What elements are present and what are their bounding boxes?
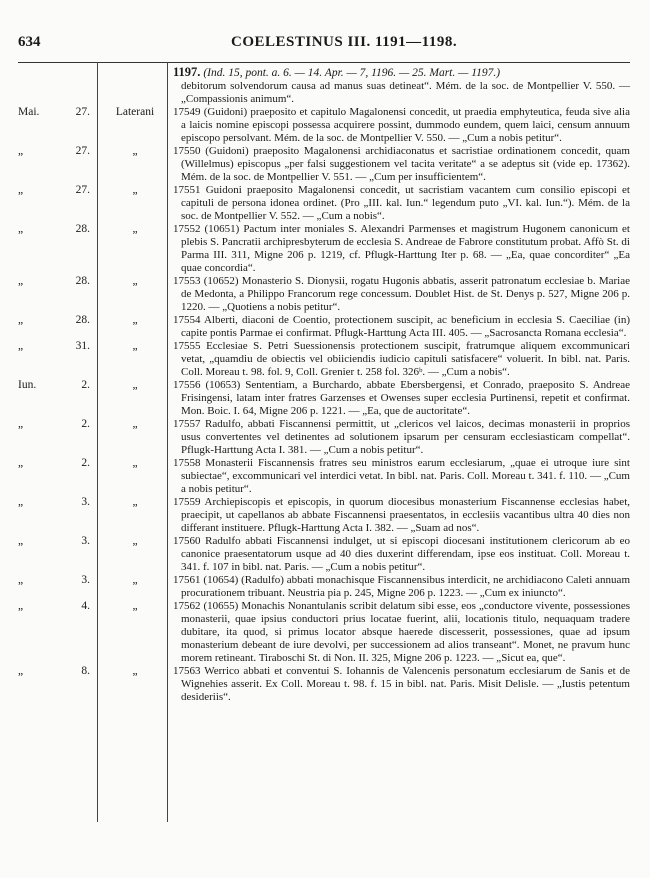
regest-entry: 17552 (10651) Pactum inter moniales S. Alexandri Parmenses et magistrum Hugonem canonicum et plebis S. Pancratii archipresbyterum de ecclesia S. Andreae de Fabrore constitutum probat. Affò St. di Parma III. 311, Migne 206 p. 1219, cf. Pflugk-Harttung Iter p. 68. — „Ea, quae concorditer“ „Ea quae concordia“. [173, 223, 630, 274]
date-month: „ [18, 418, 24, 430]
issue-place: „ [132, 223, 138, 235]
regest-entry: 17550 (Guidoni) praeposito Magalonensi archidiaconatus et sacristiae ordinationem concedit, quam (Willelmus) episcopus „per falsi suggestionem vel tacita veritate“ a se adeptus sit (vide ep. 17362). Mém. de la soc. de Montpellier V. 551. — „Cum per insufficientem“. [173, 145, 630, 183]
entries-list [173, 106, 630, 704]
issue-place: „ [132, 574, 138, 586]
issue-place: „ [132, 340, 138, 352]
date-day: 31. [75, 340, 90, 352]
date-day: 28. [75, 275, 90, 287]
date-day: 27. [75, 145, 90, 157]
issue-place: „ [132, 457, 138, 469]
issue-place: „ [132, 145, 138, 157]
year-info: (Ind. 15, pont. a. 6. — 14. Apr. — 7, 1196. — 25. Mart. — 1197.) [203, 67, 501, 79]
regest-entry: 17549 (Guidoni) praeposito et capitulo Magalonensi concedit, ut praedia emphyteutica, feuda sive alia a laicis nomine episcopi possessa acquirere possint, dummodo eundem, quem laici, censum annuum episcopo persolvant. Mém. de la soc. de Montpellier V. 550. — „Cum a nobis petitur“. [173, 106, 630, 144]
date-month: „ [18, 314, 24, 326]
date-day: 2. [81, 418, 90, 430]
date-month: Mai. [18, 106, 40, 118]
regest-entry: 17556 (10653) Sententiam, a Burchardo, abbate Ebersbergensi, et Conrado, praeposito S. Andreae Frisingensi, latam inter fratres Garzenses et Owenses super ecclesia Purtinensi, repetit et confirmat. Mon. Boic. I. 64, Migne 206 p. 1221. — „Ea, que de auctoritate“. [173, 379, 630, 417]
column-divider-date [97, 62, 98, 822]
regest-entry: 17554 Alberti, diaconi de Coentio, protectionem suscipit, ac beneficium in ecclesia S. Caeciliae (in) capite pontis Parmae ei confirmat. Pflugk-Harttung Acta III. 405. — „Sacrosancta Romana ecclesia“. [173, 314, 630, 339]
regest-entry: 17555 Ecclesiae S. Petri Suessionensis protectionem suscipit, fratrumque aliquem excommunicari vetat, „quamdiu de obiectis vel obiiciendis iudicio capituli satisfacere“ voluerit. In bibl. nat. Paris. Coll. Moreau t. 98. fol. 9, Coll. Grenier t. 258 fol. 326ᵇ. — „Cum a nobis“. [173, 340, 630, 378]
date-month: „ [18, 496, 24, 508]
regest-entry: 17559 Archiepiscopis et episcopis, in quorum diocesibus monasterium Fiscannense ecclesias habet, praecipit, ut capellanos ab abbate Fiscannensi praesentatos, in ecclesiis vacantibus ultra 40 dies non differant instituere. Pflugk-Harttung Acta I. 382. — „Suam ad nos“. [173, 496, 630, 534]
date-month: „ [18, 457, 24, 469]
date-day: 8. [81, 665, 90, 677]
date-month: „ [18, 223, 24, 235]
date-month: „ [18, 600, 24, 612]
issue-place: „ [132, 275, 138, 287]
running-title: COELESTINUS III. 1191—1198. [231, 34, 458, 50]
date-day: 2. [81, 379, 90, 391]
date-month: „ [18, 275, 24, 287]
date-month: „ [18, 184, 24, 196]
date-day: 2. [81, 457, 90, 469]
issue-place: „ [132, 314, 138, 326]
date-month: „ [18, 665, 24, 677]
date-day: 4. [81, 600, 90, 612]
date-day: 3. [81, 535, 90, 547]
year-heading [173, 66, 630, 80]
regest-entry: 17557 Radulfo, abbati Fiscannensi permittit, ut „clericos vel laicos, decimas monasterii in proprios usus convertentes vel detinentes ad solutionem ipsarum per censuram ecclesiasticam compellat“. Pflugk-Harttung Acta I. 381. — „Cum a nobis petitur“. [173, 418, 630, 456]
regest-entry: 17561 (10654) (Radulfo) abbati monachisque Fiscannensibus interdicit, ne archidiacono Caleti annuam procurationem tribuant. Neustria pia p. 245, Migne 206 p. 1223. — „Cum ex iniuncto“. [173, 574, 630, 599]
issue-place: „ [132, 600, 138, 612]
regesta-content [173, 66, 630, 704]
issue-place: „ [132, 535, 138, 547]
date-month: „ [18, 340, 24, 352]
date-day: 3. [81, 496, 90, 508]
regest-entry: 17551 Guidoni praeposito Magalonensi concedit, ut sacristiam vacantem cum consilio episcopi et capituli de persona idonea ordinet. (Pro „III. kal. Iun.“ legendum puto „VI. kal. Iun.“). Mém. de la soc. de Montpellier V. 552. — „Cum a nobis“. [173, 184, 630, 222]
regest-entry: 17562 (10655) Monachis Nonantulanis scribit delatum sibi esse, eos „conductore vivente, possessiones monasterii, quae ipsius conductori prius locatae fuerint, alii, locationis titulo, nequaquam tradere dubitare, ita quod, si primus locator absque haerede discesserit, possessiones, quae ad ipsum monasterium debeant de iure devolvi, per successionem ad alios transeant“. Monet, ne pravum hunc morem retineant. Tiraboschi St. di Non. II. 325, Migne 206 p. 1223. — „Sicut ea, que“. [173, 600, 630, 664]
issue-place: „ [132, 379, 138, 391]
date-month: Iun. [18, 379, 37, 391]
date-day: 3. [81, 574, 90, 586]
issue-place: Laterani [115, 106, 155, 118]
issue-place: „ [132, 418, 138, 430]
date-month: „ [18, 145, 24, 157]
regest-entry: 17553 (10652) Monasterio S. Dionysii, rogatu Hugonis abbatis, asserit patronatum ecclesiae b. Mariae de Medonta, a Philippo Francorum rege concessum. Doublet Hist. de St. Denys p. 527, Migne 206 p. 1220. — „Quotiens a nobis petitur“. [173, 275, 630, 313]
date-month: „ [18, 535, 24, 547]
regest-entry: 17560 Radulfo abbati Fiscannensi indulget, ut si episcopi diocesani institutionem clericorum ab eo canonice praesentatorum usque ad 40 dies duxerint differendam, ipse eos instituat. Coll. Moreau t. 341. f. 107 in bibl. nat. Paris. — „Cum a nobis petitur“. [173, 535, 630, 573]
issue-place: „ [132, 665, 138, 677]
date-day: 27. [75, 106, 90, 118]
date-day: 28. [75, 223, 90, 235]
header-rule [18, 62, 630, 63]
issue-place: „ [132, 184, 138, 196]
date-day: 28. [75, 314, 90, 326]
date-day: 27. [75, 184, 90, 196]
regest-entry: 17558 Monasterii Fiscannensis fratres seu ministros earum ecclesiarum, „quae ei utroque iure sint subiectae“, excommunicari vel interdici vetat. In bibl. nat. Paris. Coll. Moreau t. 341. f. 110. — „Cum a nobis petitur“. [173, 457, 630, 495]
year-number: 1197. [173, 65, 201, 79]
continuation-text: debitorum solvendorum causa ad manus suas detineat“. Mém. de la soc. de Montpellier V. 550. — „Compassionis animum“. [181, 80, 630, 105]
page-header [18, 34, 630, 56]
page-number: 634 [18, 34, 41, 50]
date-month: „ [18, 574, 24, 586]
regest-entry: 17563 Werrico abbati et conventui S. Iohannis de Valencenis personatum ecclesiarum de Sanis et de Wignehies asserit. Ex Coll. Moreau t. 98. f. 15 in bibl. nat. Paris. Misit Delisle. — „Iustis petentum desideriis“. [173, 665, 630, 703]
column-divider-place [167, 62, 168, 822]
issue-place: „ [132, 496, 138, 508]
